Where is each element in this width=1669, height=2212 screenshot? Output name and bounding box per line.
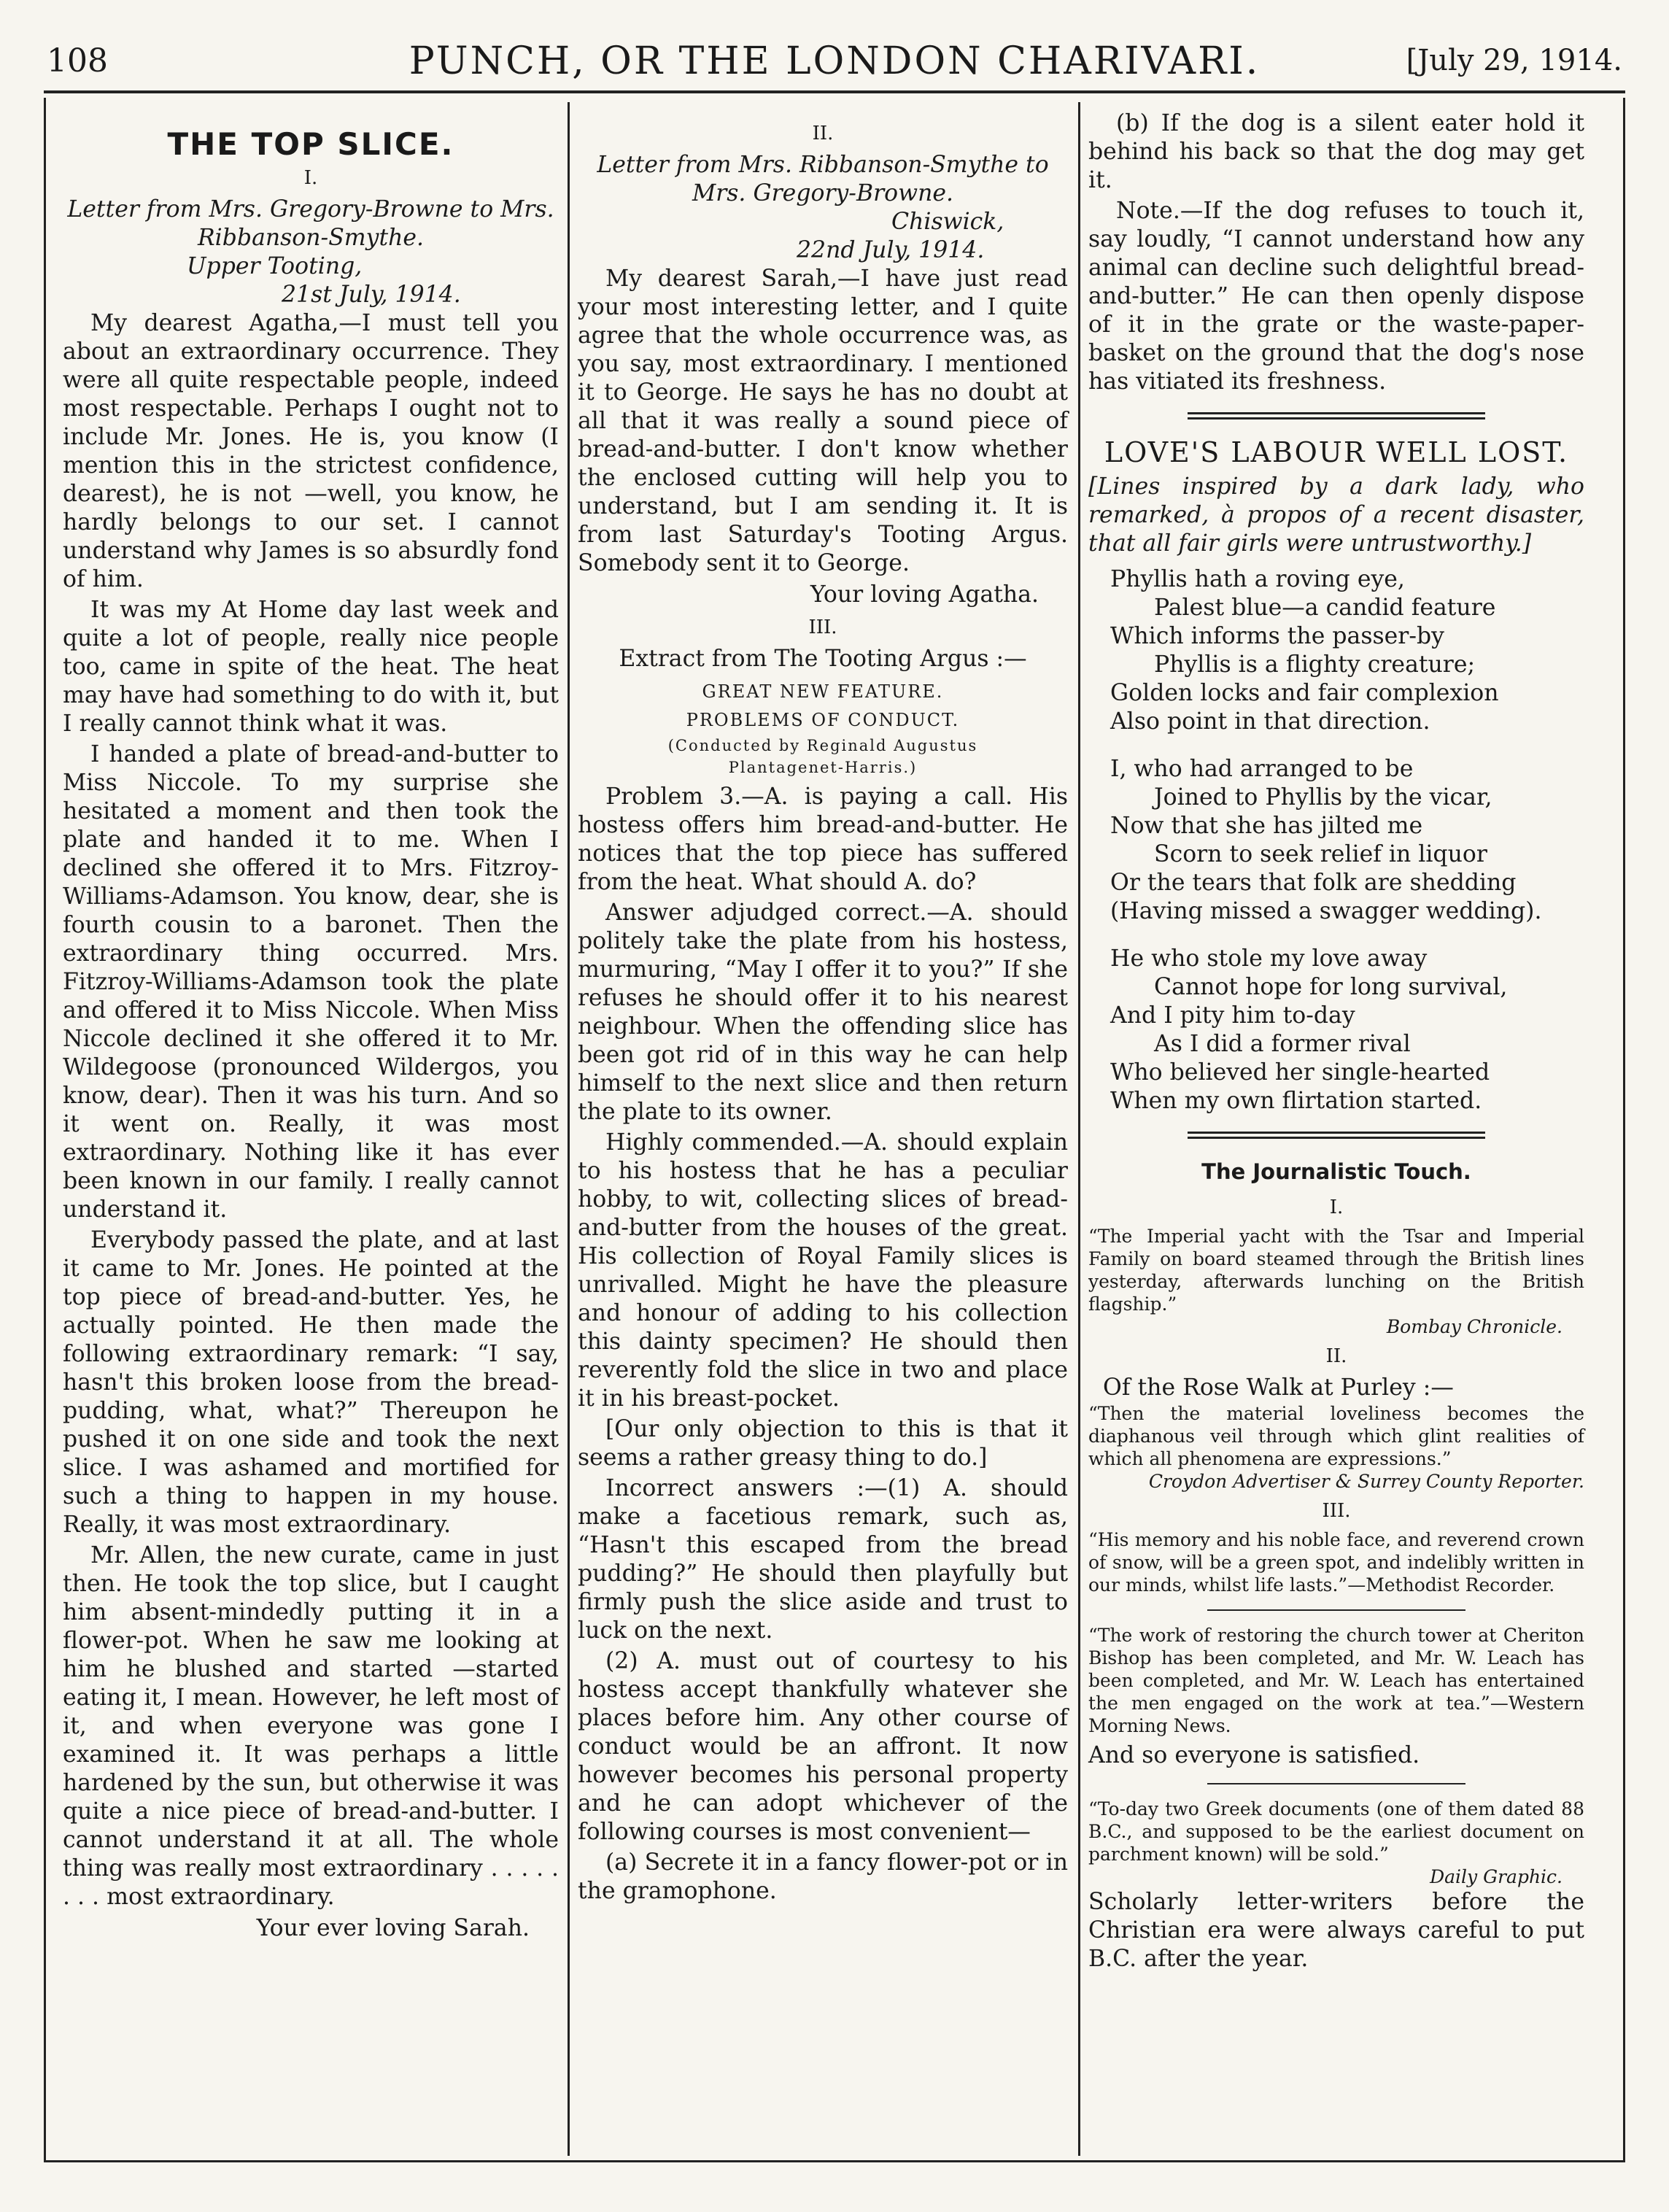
poem-line: Now that she has jilted me [1110,813,1423,839]
letter-address: Upper Tooting, [187,253,363,279]
divider [1207,1609,1465,1611]
poem-title: LOVE'S LABOUR WELL LOST. [1104,436,1569,468]
paragraph: Note.—If the dog refuses to touch it, say loudly, “I cannot understand how any animal can decline such delightful bread-and-butter.” He can then openly dispose of it in the grate or the waste-paper-basket on the ground that the dog's nose has vitiated its freshness. [1088,198,1584,395]
divider [1207,1783,1465,1784]
extract-heading: Extract from The Tooting Argus :— [619,646,1027,672]
divider [1188,1132,1485,1139]
quote: “To-day two Greek documents (one of them dated 88 B.C., and supposed to be the earliest document on parchment known) will be sold.” [1088,1798,1584,1865]
paragraph: Incorrect answers :—(1) A. should make a facetious remark, such as, “Hasn't this escaped from the bread pudding?” He should then playfully but firmly push the slice aside and trust to luck on the next. [578,1475,1068,1644]
quote: “The work of restoring the church tower at Cheriton Bishop has been completed, and Mr. W. Leach has been completed, and Mr. W. Leach has entertained the men engaged on the work at tea.”—Western Morning News. [1088,1625,1584,1736]
column-1 [63,109,559,1943]
feature-subheading: PROBLEMS OF CONDUCT. [686,710,960,730]
column-divider [568,102,570,2156]
paragraph: My dearest Agatha,—I must tell you about an extraordinary occurrence. They were all quite respectable people, indeed most respectable. Perhaps I ought not to include Mr. Jones. He is, you know (I mention this in the strictest confidence, dearest), he is not —well, you know, he hardly belongs to our set. I cannot understand why James is so absurdly fond of him. [63,310,559,592]
letter-address: Chiswick, [891,209,1004,235]
paragraph: It was my At Home day last week and quite a lot of people, really nice people too, came in spite of the heat. The heat may have had something to do with it, but I really cannot think what it was. [63,597,559,737]
poem-intro: [Lines inspired by a dark lady, who remarked, à propos of a recent disaster, that all fair girls were untrustworthy.] [1088,473,1584,557]
page-number: 108 [47,42,108,80]
quote-intro: Of the Rose Walk at Purley :— [1103,1374,1454,1401]
quote-source: Croydon Advertiser & Surrey County Reporter. [1148,1471,1584,1492]
issue-date: [July 29, 1914. [1406,44,1622,77]
column-divider [1078,102,1080,2156]
divider [1188,412,1485,419]
section-number: II. [1325,1345,1347,1367]
poem-line: Which informs the passer-by [1110,623,1444,649]
column-2 [578,109,1068,1908]
comment: And so everyone is satisfied. [1088,1742,1420,1768]
poem-line: As I did a former rival [1154,1031,1411,1057]
paragraph: Problem 3.—A. is paying a call. His hostess offers him bread-and-butter. He notices that the top piece has suffered from the heat. What should A. do? [578,784,1068,895]
comment: Scholarly letter-writers before the Christian era were always careful to put B.C. after the year. [1088,1889,1584,1972]
poem-line: Or the tears that folk are shedding [1110,870,1517,896]
paragraph: Answer adjudged correct.—A. should politely take the plate from his hostess, murmuring, “May I offer it to you?” If she refuses he should offer it to his nearest neighbour. When the offending slice has been got rid of in this way he can help himself to the next slice and then return the plate to its owner. [578,900,1068,1125]
quote: “The Imperial yacht with the Tsar and Imperial Family on board steamed through the British lines yesterday, afterwards lunching on the British flagship.” [1088,1226,1584,1315]
quote-source: Bombay Chronicle. [1386,1316,1562,1337]
paragraph: [Our only objection to this is that it seems a rather greasy thing to do.] [578,1416,1068,1471]
poem-line: Palest blue—a candid feature [1154,595,1496,621]
poem-line: Cannot hope for long survival, [1154,974,1508,1000]
poem-line: Who believed her single-hearted [1110,1059,1490,1086]
quote: “Then the material loveliness becomes the diaphanous veil through which glint realities of which all phenomena are expressions.” [1088,1403,1584,1469]
paragraph: I handed a plate of bread-and-butter to Miss Niccole. To my surprise she hesitated a moment and then took the plate and handed it to me. When I declined she offered it to Mrs. Fitzroy-Williams-Adamson. You know, dear, she is fourth cousin to a baronet. Then the extraordinary thing occurred. Mrs. Fitzroy-Williams-Adamson took the plate and offered it to Miss Niccole. When Miss Niccole declined it she offered it to Mr. Wildegoose (pronounced Wildergos, you know, dear). Then it was his turn. And so it went on. Really, it was most extraordinary. Nothing like it has ever been known in our family. I really cannot understand it. [63,741,559,1223]
poem-line: Golden locks and fair complexion [1110,680,1499,706]
feature-heading: GREAT NEW FEATURE. [702,681,944,702]
section-number: I. [1329,1196,1344,1218]
paragraph: Highly commended.—A. should explain to his hostess that he has a peculiar hobby, to wit, collecting slices of bread-and-butter from the houses of the great. His collection of Royal Family slices is unrivalled. Might he have the pleasure and honour of adding to his collection this dainty specimen? He should then reverently fold the slice in two and place it in his breast-pocket. [578,1129,1068,1412]
paragraph: Mr. Allen, the new curate, came in just then. He took the top slice, but I caught him absent-mindedly putting it in a flower-pot. When he saw me looking at him he blushed and started —started eating it, I mean. However, he left most of it, and when everyone was gone I examined it. It was perhaps a little hardened by the sun, but otherwise it was quite a nice piece of bread-and-butter. I cannot understand it at all. The whole thing was really most extraordinary . . . . . . . . most extraordinary. [63,1542,559,1910]
poem-line: And I pity him to-day [1110,1002,1355,1029]
letter-signoff: Your loving Agatha. [810,581,1039,608]
masthead-title: PUNCH, OR THE LONDON CHARIVARI. [408,39,1261,83]
letter-signoff: Your ever loving Sarah. [256,1915,530,1941]
section-number: III. [808,616,837,638]
poem-line: Phyllis hath a roving eye, [1110,566,1405,592]
article-title: THE TOP SLICE. [167,126,454,162]
poem-stanza [1110,945,1584,1115]
quote-source: Daily Graphic. [1430,1866,1562,1887]
letter-date: 22nd July, 1914. [797,237,985,263]
feature-byline: (Conducted by Reginald Augustus Plantagenet-Harris.) [667,737,978,776]
poem-line: Scorn to seek relief in liquor [1154,841,1487,867]
letter-heading: Letter from Mrs. Gregory-Browne to Mrs. Ribbanson-Smythe. [67,196,554,251]
column-3 [1088,109,1584,1973]
poem-line: (Having missed a swagger wedding). [1110,898,1542,924]
paragraph: (b) If the dog is a silent eater hold it behind his back so that the dog may get it. [1088,110,1584,193]
section-title: The Journalistic Touch. [1201,1159,1471,1184]
section-number: I. [303,167,318,189]
section-number: III. [1322,1500,1351,1522]
section-number: II. [812,123,834,144]
poem-line: When my own flirtation started. [1110,1088,1482,1114]
poem-line: Joined to Phyllis by the vicar, [1154,784,1492,811]
poem-line: I, who had arranged to be [1110,756,1414,782]
quote: “His memory and his noble face, and reverend crown of snow, will be a green spot, and indelibly written in our minds, whilst life lasts.”—Methodist Recorder. [1088,1529,1584,1596]
page-header [44,38,1625,93]
poem [1110,565,1584,1115]
poem-stanza [1110,755,1584,926]
poem-line: Phyllis is a flighty creature; [1154,651,1476,678]
poem-line: He who stole my love away [1110,945,1428,972]
paragraph: (2) A. must out of courtesy to his hostess accept thankfully whatever she places before him. Any other course of conduct would be an affront. It now however becomes his personal property and he can adopt whichever of the following courses is most convenient— [578,1648,1068,1845]
paragraph: (a) Secrete it in a fancy flower-pot or in the gramophone. [578,1849,1068,1904]
letter-heading: Letter from Mrs. Ribbanson-Smythe to Mrs. Gregory-Browne. [597,152,1049,206]
letter-date: 21st July, 1914. [282,282,461,308]
paragraph: My dearest Sarah,—I have just read your most interesting letter, and I quite agree that the whole occurrence was, as you say, most extraordinary. I mentioned it to George. He says he has no doubt at all that it was really a sound piece of bread-and-butter. I don't know whether the enclosed cutting will help you to understand, but I am sending it. It is from last Saturday's Tooting Argus. Somebody sent it to George. [578,266,1068,576]
paragraph: Everybody passed the plate, and at last it came to Mr. Jones. He pointed at the top piece of bread-and-butter. Yes, he actually pointed. He then made the following extraordinary remark: “I say, hasn't this broken loose from the bread-pudding, what, what?” Thereupon he pushed it on one side and took the next slice. I was ashamed and mortified for such a thing to happen in my house. Really, it was most extraordinary. [63,1227,559,1538]
poem-stanza [1110,565,1584,736]
poem-line: Also point in that direction. [1110,708,1430,735]
